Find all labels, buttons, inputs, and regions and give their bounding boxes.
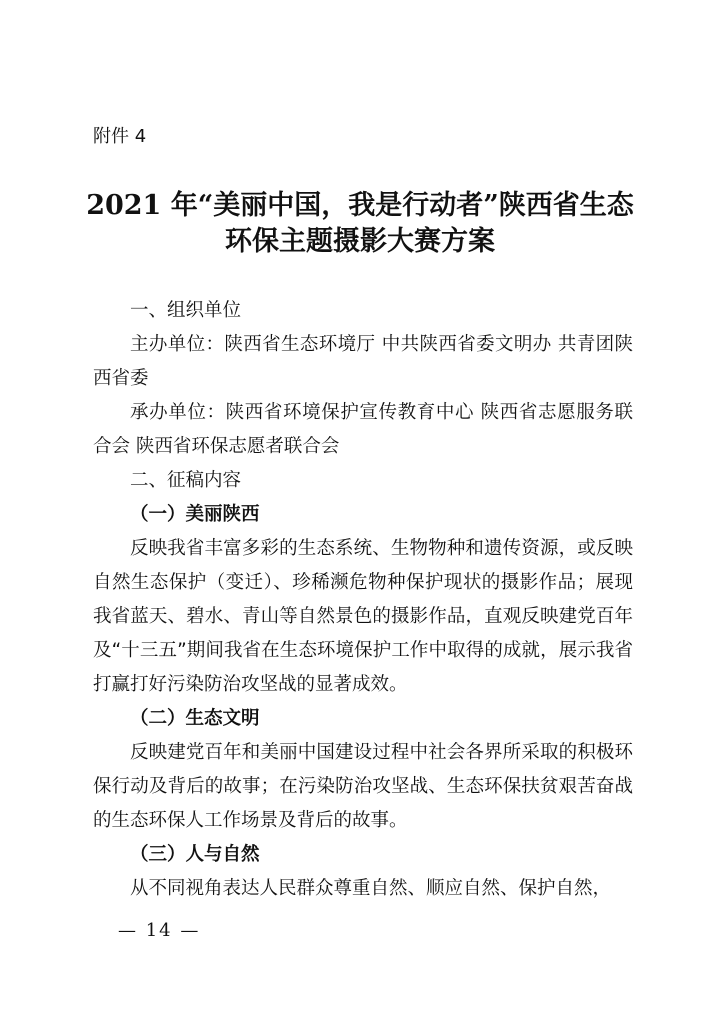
- page-number: — 14 —: [118, 920, 201, 941]
- co-organizer-paragraph: 承办单位：陕西省环境保护宣传教育中心 陕西省志愿服务联合会 陕西省环保志愿者联合会: [93, 402, 633, 457]
- document-title-line-1: 2021 年“美丽中国，我是行动者”陕西省生态: [86, 190, 634, 221]
- attachment-label: 附件 4: [93, 126, 147, 147]
- organizer-paragraph: 主办单位：陕西省生态环境厅 中共陕西省委文明办 共青团陕西省委: [93, 334, 633, 389]
- subsection-text-ecological-civilization: 反映建党百年和美丽中国建设过程中社会各界所采取的积极环保行动及背后的故事；在污染防治攻坚战、生态环保扶贫艰苦奋战的生态环保人工作场景及背后的故事。: [93, 742, 633, 831]
- subsection-heading-beautiful-shaanxi: （一）美丽陕西: [130, 504, 260, 525]
- subsection-heading-man-and-nature: （三）人与自然: [130, 844, 260, 865]
- document-title-line-2: 环保主题摄影大赛方案: [225, 226, 495, 257]
- subsection-heading-ecological-civilization: （二）生态文明: [130, 708, 260, 729]
- subsection-text-man-and-nature: 从不同视角表达人民群众尊重自然、顺应自然、保护自然，: [130, 878, 612, 899]
- section-heading-organizers: 一、组织单位: [130, 300, 242, 321]
- subsection-text-beautiful-shaanxi: 反映我省丰富多彩的生态系统、生物物种和遗传资源，或反映自然生态保护（变迁）、珍稀濒危物种保护现状的摄影作品；展现我省蓝天、碧水、青山等自然景色的摄影作品，直观反映建党百年及“十三五”期间我省在生态环境保护工作中取得的成就，展示我省打赢打好污染防治攻坚战的显著成效。: [93, 538, 633, 695]
- document-body: [93, 294, 633, 906]
- section-heading-content: 二、征稿内容: [130, 470, 242, 491]
